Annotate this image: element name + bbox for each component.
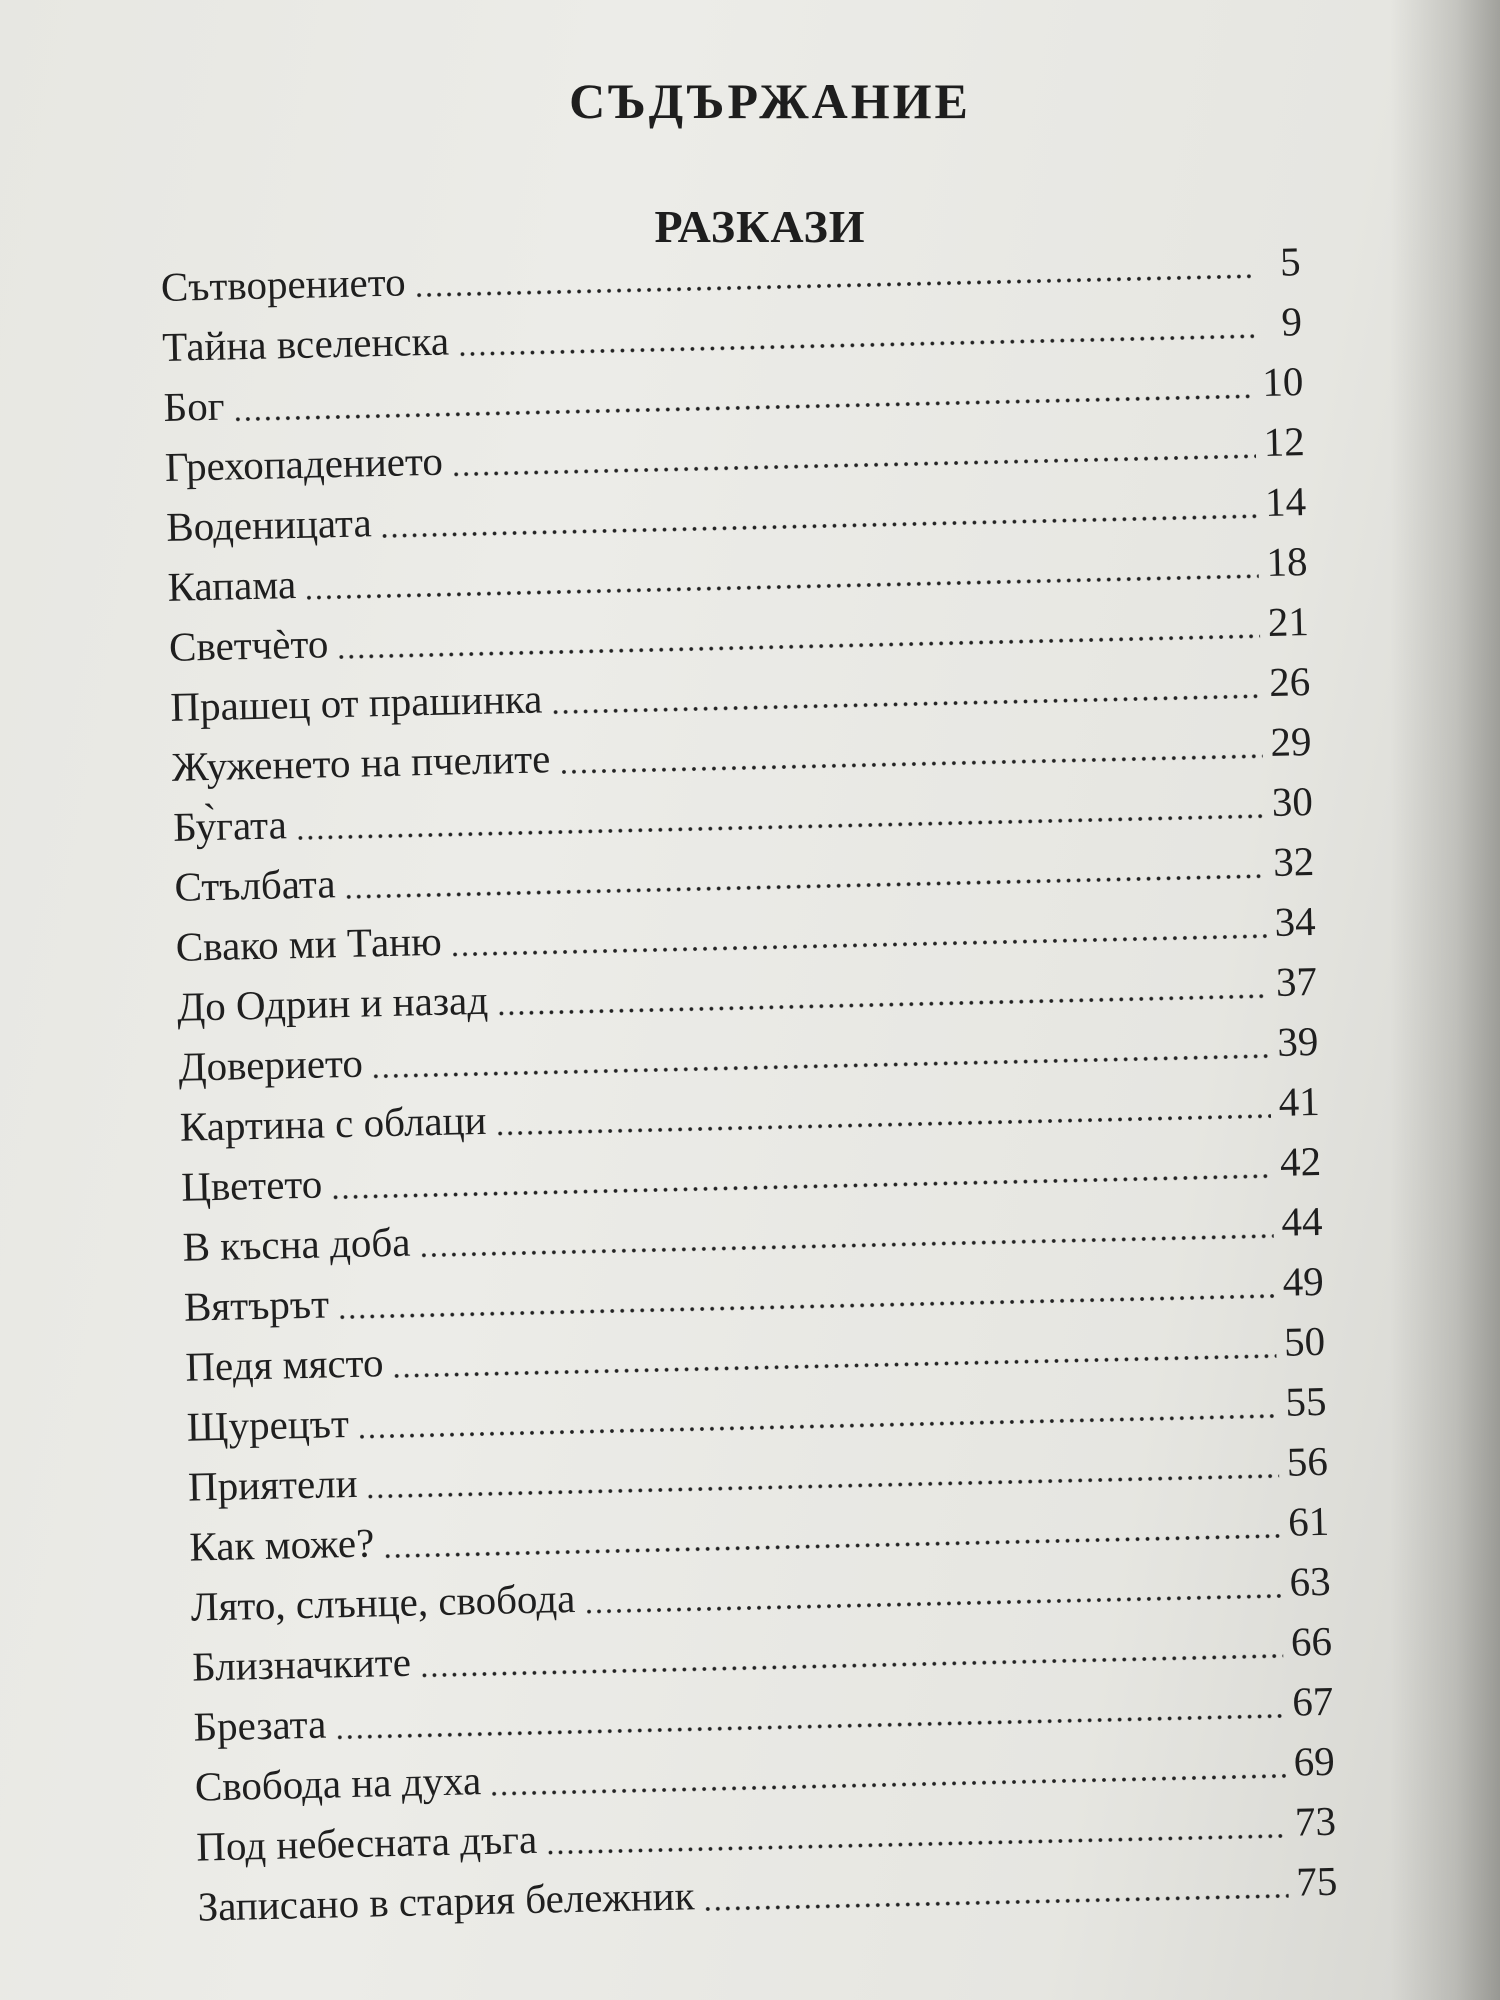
toc-entry-page-number: 29 — [1269, 718, 1313, 765]
toc-entry-page-number: 73 — [1294, 1797, 1337, 1845]
dot-leader — [703, 1893, 1289, 1912]
toc-entry-title: Капама — [167, 561, 297, 610]
toc-entry-page-number: 30 — [1271, 777, 1314, 825]
toc-entry-title: Доверието — [178, 1039, 364, 1090]
toc-entry-page-number: 67 — [1291, 1677, 1334, 1725]
toc-entry-title: Лято, слънце, свобода — [190, 1574, 576, 1630]
toc-entry-title: Брезата — [193, 1700, 327, 1750]
toc-entry-title: Щурецът — [186, 1400, 350, 1450]
toc-entry-title: Прашец от прашинка — [169, 675, 543, 730]
toc-entry-title: Светчѐто — [168, 620, 329, 670]
toc-entry-page-number: 37 — [1275, 957, 1318, 1005]
toc-entry-page-number: 10 — [1261, 358, 1304, 406]
toc-entry-page-number: 63 — [1289, 1557, 1332, 1605]
toc-entry-title: Близначките — [191, 1638, 412, 1690]
toc-entry-title: Картина с облаци — [179, 1096, 487, 1150]
toc-entry-page-number: 56 — [1286, 1437, 1329, 1485]
toc-entry-title: Жуженето на пчелите — [171, 735, 551, 790]
toc-entry-page-number: 66 — [1290, 1617, 1333, 1665]
toc-entry-title: Педя място — [184, 1339, 384, 1390]
toc-entry-page-number: 61 — [1287, 1497, 1330, 1545]
toc-entry-page-number: 5 — [1279, 238, 1302, 285]
toc-entry-title: Воденицата — [165, 499, 373, 550]
toc-entry-page-number: 12 — [1263, 418, 1306, 466]
toc-entry-title: До Одрин и назад — [176, 976, 489, 1030]
toc-entry-page-number: 75 — [1295, 1857, 1338, 1905]
toc-entry-page-number: 9 — [1280, 298, 1303, 345]
toc-entry-page-number: 34 — [1274, 897, 1317, 945]
toc-entry-title: Свако ми Таню — [175, 917, 443, 970]
toc-entry-page-number: 26 — [1268, 658, 1311, 705]
toc-entry-title: Бу̀гата — [172, 801, 288, 850]
toc-entry-page-number: 42 — [1279, 1137, 1322, 1185]
toc-entry-page-number: 21 — [1267, 598, 1310, 645]
toc-entry-title: Цветето — [180, 1160, 323, 1210]
toc-entry-title: В късна доба — [182, 1218, 411, 1270]
table-of-contents — [160, 222, 1338, 1930]
toc-entry-title: Сътворението — [160, 258, 407, 310]
toc-entry-title: Стълбата — [173, 860, 336, 910]
toc-entry-page-number: 69 — [1293, 1737, 1336, 1785]
toc-entry-page-number: 18 — [1265, 538, 1308, 585]
toc-entry-page-number: 41 — [1278, 1077, 1321, 1125]
toc-entry-page-number: 49 — [1282, 1257, 1325, 1305]
contents-heading: СЪДЪРЖАНИЕ — [569, 73, 971, 129]
section-heading: РАЗКАЗИ — [654, 201, 866, 252]
toc-entry-page-number: 55 — [1284, 1377, 1327, 1425]
toc-entry-page-number: 44 — [1280, 1197, 1323, 1245]
toc-entry-title: Вятърът — [183, 1280, 330, 1330]
page-gutter-shadow — [1390, 0, 1500, 2000]
toc-entry-title: Приятели — [187, 1459, 359, 1510]
toc-entry-page-number: 32 — [1272, 837, 1315, 885]
toc-entry-page-number: 50 — [1283, 1317, 1326, 1365]
toc-entry-title: Записано в стария бележник — [197, 1872, 695, 1930]
toc-entry-title: Как може? — [188, 1519, 375, 1570]
toc-entry-title: Грехопадението — [164, 437, 444, 490]
toc-entry-title: Тайна вселенска — [161, 317, 450, 370]
toc-entry-title: Свобода на духа — [194, 1757, 482, 1810]
toc-entry-page-number: 39 — [1276, 1017, 1319, 1065]
toc-entry-page-number: 14 — [1264, 478, 1307, 525]
toc-entry-title: Под небесната дъга — [195, 1815, 538, 1870]
toc-entry-title: Бог — [163, 382, 225, 430]
